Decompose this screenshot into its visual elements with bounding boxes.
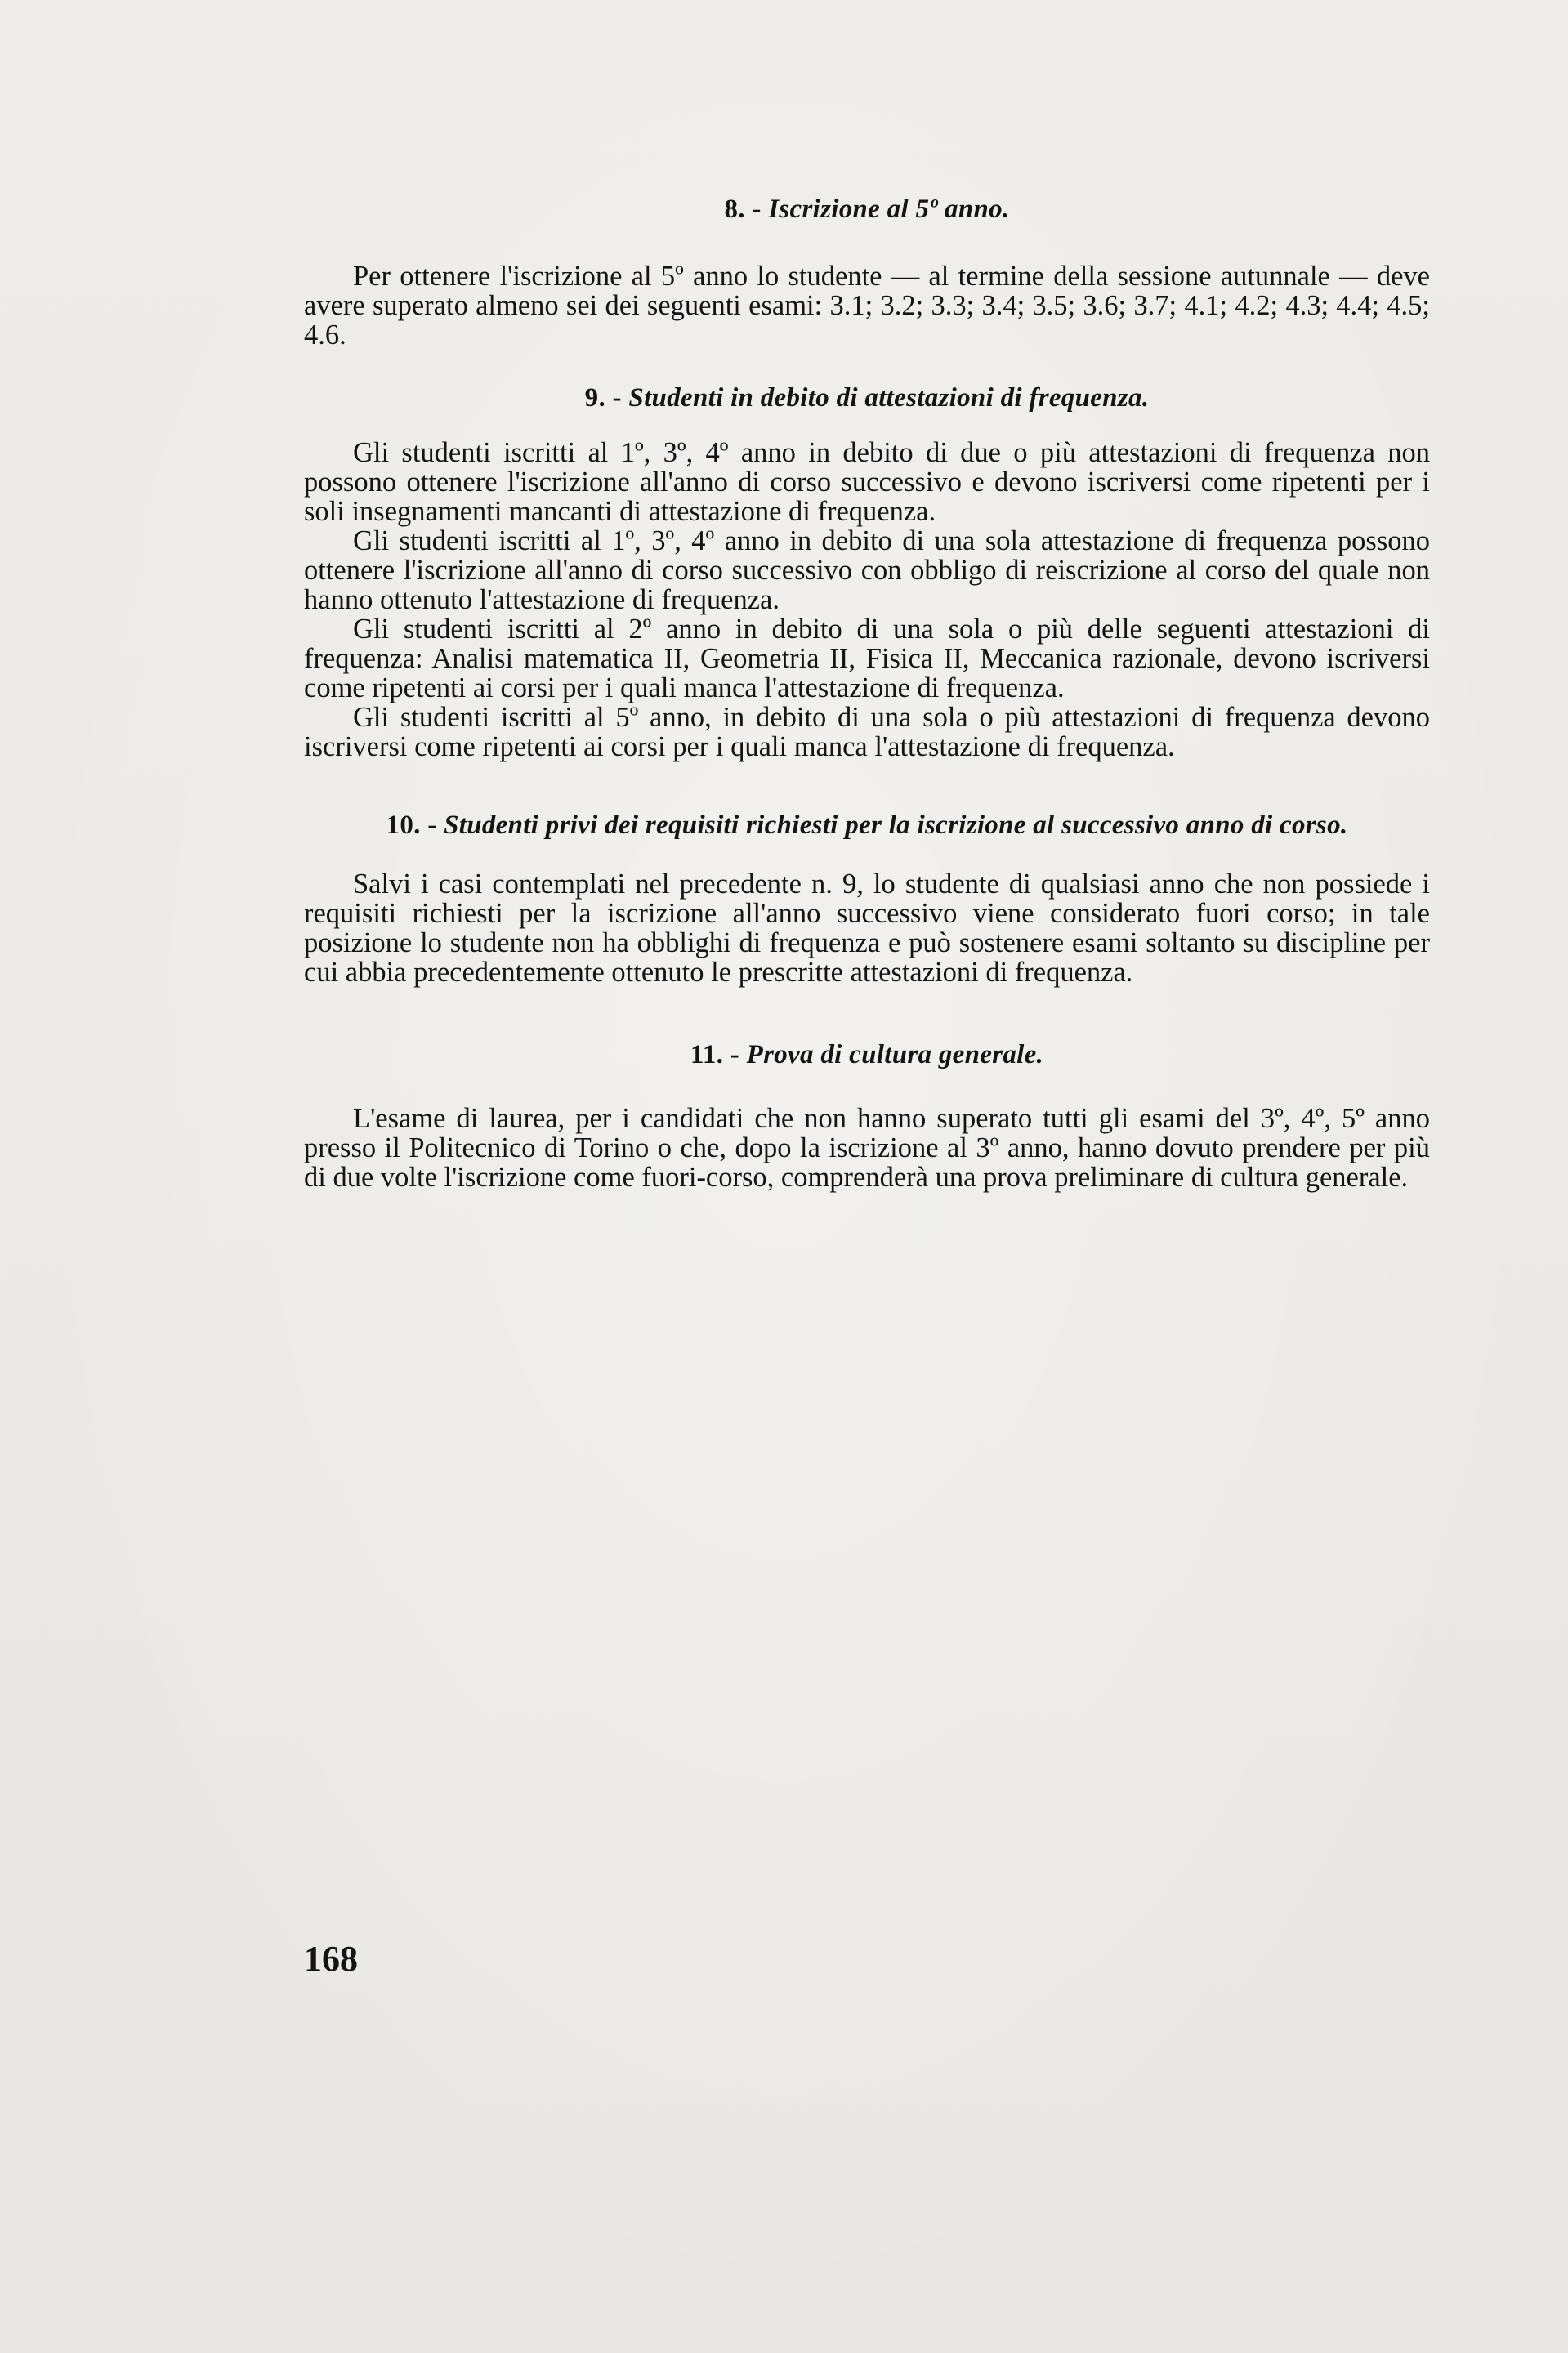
paragraph: L'esame di laurea, per i candidati che non hanno superato tutti gli esami del 3º, 4º, 5º anno presso il Politecnico di Torino o che, dopo la iscrizione al 3º anno, hanno dovuto prendere per più di due volte l'iscrizione come fuori-corso, comprenderà una prova preliminare di cultura generale. bbox=[304, 1103, 1430, 1193]
section-heading-11 bbox=[304, 1040, 1430, 1069]
page-number: 168 bbox=[304, 1939, 358, 1979]
section-title: Studenti in debito di attestazioni di frequenza. bbox=[628, 383, 1150, 413]
paragraph: Gli studenti iscritti al 5º anno, in debito di una sola o più attestazioni di frequenza devono iscriversi come ripetenti ai corsi per i quali manca l'attestazione di frequenza. bbox=[304, 702, 1430, 762]
section-heading-10 bbox=[304, 810, 1430, 840]
paragraph: Gli studenti iscritti al 2º anno in debito di una sola o più delle seguenti attestazioni di frequenza: Analisi matematica II, Geometria II, Fisica II, Meccanica razionale, devono iscriversi come ripetenti ai corsi per i quali manca l'attestazione di frequenza. bbox=[304, 614, 1430, 703]
section-title: Studenti privi dei requisiti richiesti per la iscrizione al successivo anno di corso. bbox=[444, 810, 1348, 840]
paragraph: Salvi i casi contemplati nel precedente n. 9, lo studente di qualsiasi anno che non possiede i requisiti richiesti per la iscrizione all'anno successivo viene considerato fuori corso; in tale posizione lo studente non ha obblighi di frequenza e può sostenere esami soltanto su discipline per cui abbia precedentemente ottenuto le prescritte attestazioni di frequenza. bbox=[304, 868, 1430, 988]
paragraph: Gli studenti iscritti al 1º, 3º, 4º anno in debito di due o più attestazioni di frequenza non possono ottenere l'iscrizione all'anno di corso successivo e devono iscriversi come ripetenti per i soli insegnamenti mancanti di attestazione di frequenza. bbox=[304, 437, 1430, 527]
section-title: Iscrizione al 5º anno. bbox=[768, 194, 1010, 224]
section-heading-9 bbox=[304, 383, 1430, 413]
paragraph: Gli studenti iscritti al 1º, 3º, 4º anno in debito di una sola attestazione di frequenza possono ottenere l'iscrizione all'anno di corso successivo con obbligo di reiscrizione al corso del quale non hanno ottenuto l'attestazione di frequenza. bbox=[304, 525, 1430, 615]
section-number: 11. - bbox=[690, 1040, 740, 1069]
section-number: 8. - bbox=[724, 194, 762, 224]
paragraph: Per ottenere l'iscrizione al 5º anno lo studente — al termine della sessione autunnale — deve avere superato almeno sei dei seguenti esami: 3.1; 3.2; 3.3; 3.4; 3.5; 3.6; 3.7; 4.1; 4.2; 4.3; 4.4; 4.5; 4.6. bbox=[304, 261, 1430, 350]
section-number: 9. - bbox=[584, 383, 622, 413]
section-heading-8 bbox=[304, 194, 1430, 224]
section-title: Prova di cultura generale. bbox=[746, 1040, 1044, 1069]
section-number: 10. - bbox=[386, 810, 437, 840]
text-column bbox=[304, 180, 1430, 1192]
